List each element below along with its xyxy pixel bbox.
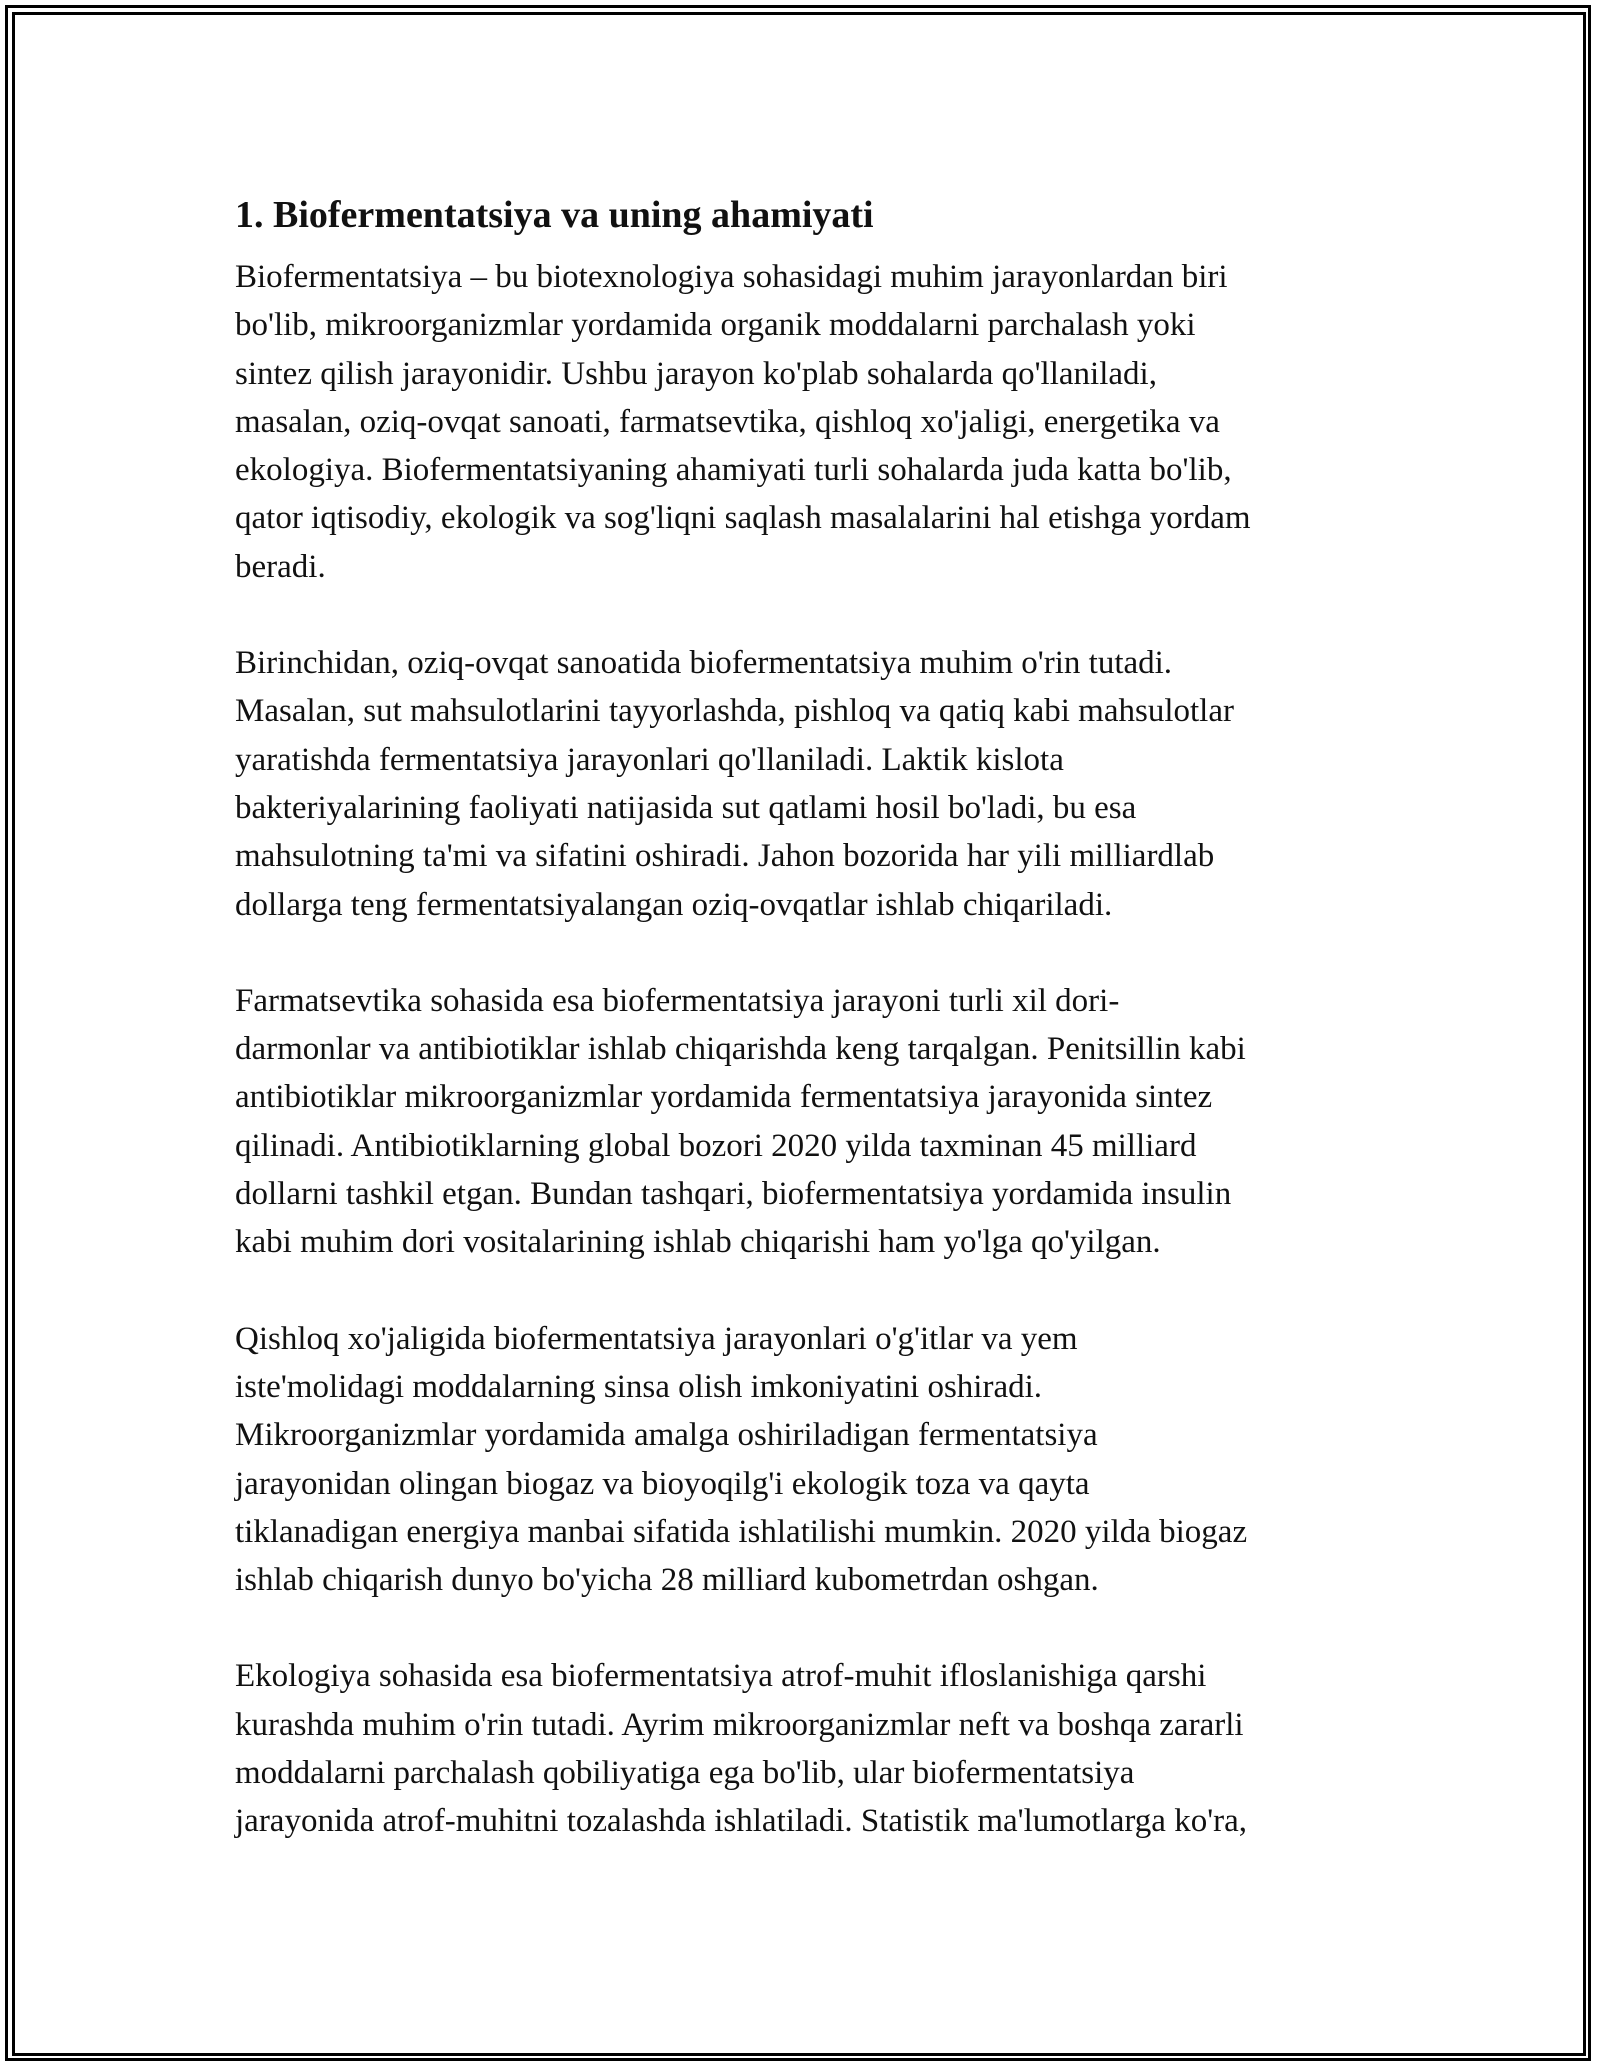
text-line: ishlab chiqarish dunyo bo'yicha 28 milliard kubometrdan oshgan.	[235, 1562, 1099, 1599]
text-line: jarayonidan olingan biogaz va bioyoqilg'i ekologik toza va qayta	[235, 1465, 1090, 1502]
text-line: Mikroorganizmlar yordamida amalga oshiriladigan fermentatsiya	[235, 1417, 1098, 1454]
text-line: beradi.	[235, 548, 326, 585]
text-line: kurashda muhim o'rin tutadi. Ayrim mikroorganizmlar neft va boshqa zararli	[235, 1706, 1244, 1743]
text-line: iste'molidagi moddalarning sinsa olish imkoniyatini oshiradi.	[235, 1368, 1043, 1405]
paragraph-pharmaceutics	[235, 977, 1375, 1267]
text-line: sintez qilish jarayonidir. Ushbu jarayon ko'plab sohalarda qo'llaniladi,	[235, 355, 1157, 392]
text-line: qator iqtisodiy, ekologik va sog'liqni saqlash masalalarini hal etishga yordam	[235, 500, 1251, 537]
section-heading: 1. Biofermentatsiya va uning ahamiyati	[235, 194, 874, 236]
text-line: jarayonida atrof-muhitni tozalashda ishlatiladi. Statistik ma'lumotlarga ko'ra,	[235, 1803, 1248, 1840]
text-line: mahsulotning ta'mi va sifatini oshiradi. Jahon bozorida har yili milliardlab	[235, 838, 1215, 875]
text-line: yaratishda fermentatsiya jarayonlari qo'llaniladi. Laktik kislota	[235, 741, 1064, 778]
text-line: antibiotiklar mikroorganizmlar yordamida fermentatsiya jarayonida sintez	[235, 1079, 1213, 1116]
text-line: Farmatsevtika sohasida esa biofermentatsiya jarayoni turli xil dori-	[235, 982, 1120, 1019]
text-line: masalan, oziq-ovqat sanoati, farmatsevtika, qishloq xo'jaligi, energetika va	[235, 403, 1220, 440]
text-line: Ekologiya sohasida esa biofermentatsiya atrof-muhit ifloslanishiga qarshi	[235, 1658, 1207, 1695]
text-line: Qishloq xo'jaligida biofermentatsiya jarayonlari o'g'itlar va yem	[235, 1320, 1078, 1357]
text-line: Birinchidan, oziq-ovqat sanoatida biofermentatsiya muhim o'rin tutadi.	[235, 645, 1173, 682]
text-line: moddalarni parchalash qobiliyatiga ega bo'lib, ular biofermentatsiya	[235, 1755, 1135, 1792]
text-line: dollarga teng fermentatsiyalangan oziq-ovqatlar ishlab chiqariladi.	[235, 886, 1113, 923]
text-line: bakteriyalarining faoliyati natijasida sut qatlami hosil bo'ladi, bu esa	[235, 789, 1137, 826]
text-line: ekologiya. Biofermentatsiyaning ahamiyati turli sohalarda juda katta bo'lib,	[235, 452, 1232, 489]
text-line: Masalan, sut mahsulotlarini tayyorlashda, pishloq va qatiq kabi mahsulotlar	[235, 693, 1234, 730]
paragraph-agriculture	[235, 1315, 1375, 1605]
text-line: qilinadi. Antibiotiklarning global bozori 2020 yilda taxminan 45 milliard	[235, 1127, 1197, 1164]
text-line: kabi muhim dori vositalarining ishlab chiqarishi ham yo'lga qo'yilgan.	[235, 1224, 1161, 1261]
paragraph-food-industry	[235, 639, 1375, 929]
text-line: Biofermentatsiya – bu biotexnologiya sohasidagi muhim jarayonlardan biri	[235, 259, 1228, 295]
text-line: bo'lib, mikroorganizmlar yordamida organik moddalarni parchalash yoki	[235, 307, 1196, 344]
text-line: dollarni tashkil etgan. Bundan tashqari, biofermentatsiya yordamida insulin	[235, 1176, 1232, 1213]
paragraph-intro	[235, 253, 1375, 591]
document-body	[235, 187, 1375, 1894]
text-line: darmonlar va antibiotiklar ishlab chiqarishda keng tarqalgan. Penitsillin kabi	[235, 1031, 1246, 1068]
paragraph-ecology	[235, 1652, 1375, 1845]
text-line: tiklanadigan energiya manbai sifatida ishlatilishi mumkin. 2020 yilda biogaz	[235, 1513, 1248, 1550]
